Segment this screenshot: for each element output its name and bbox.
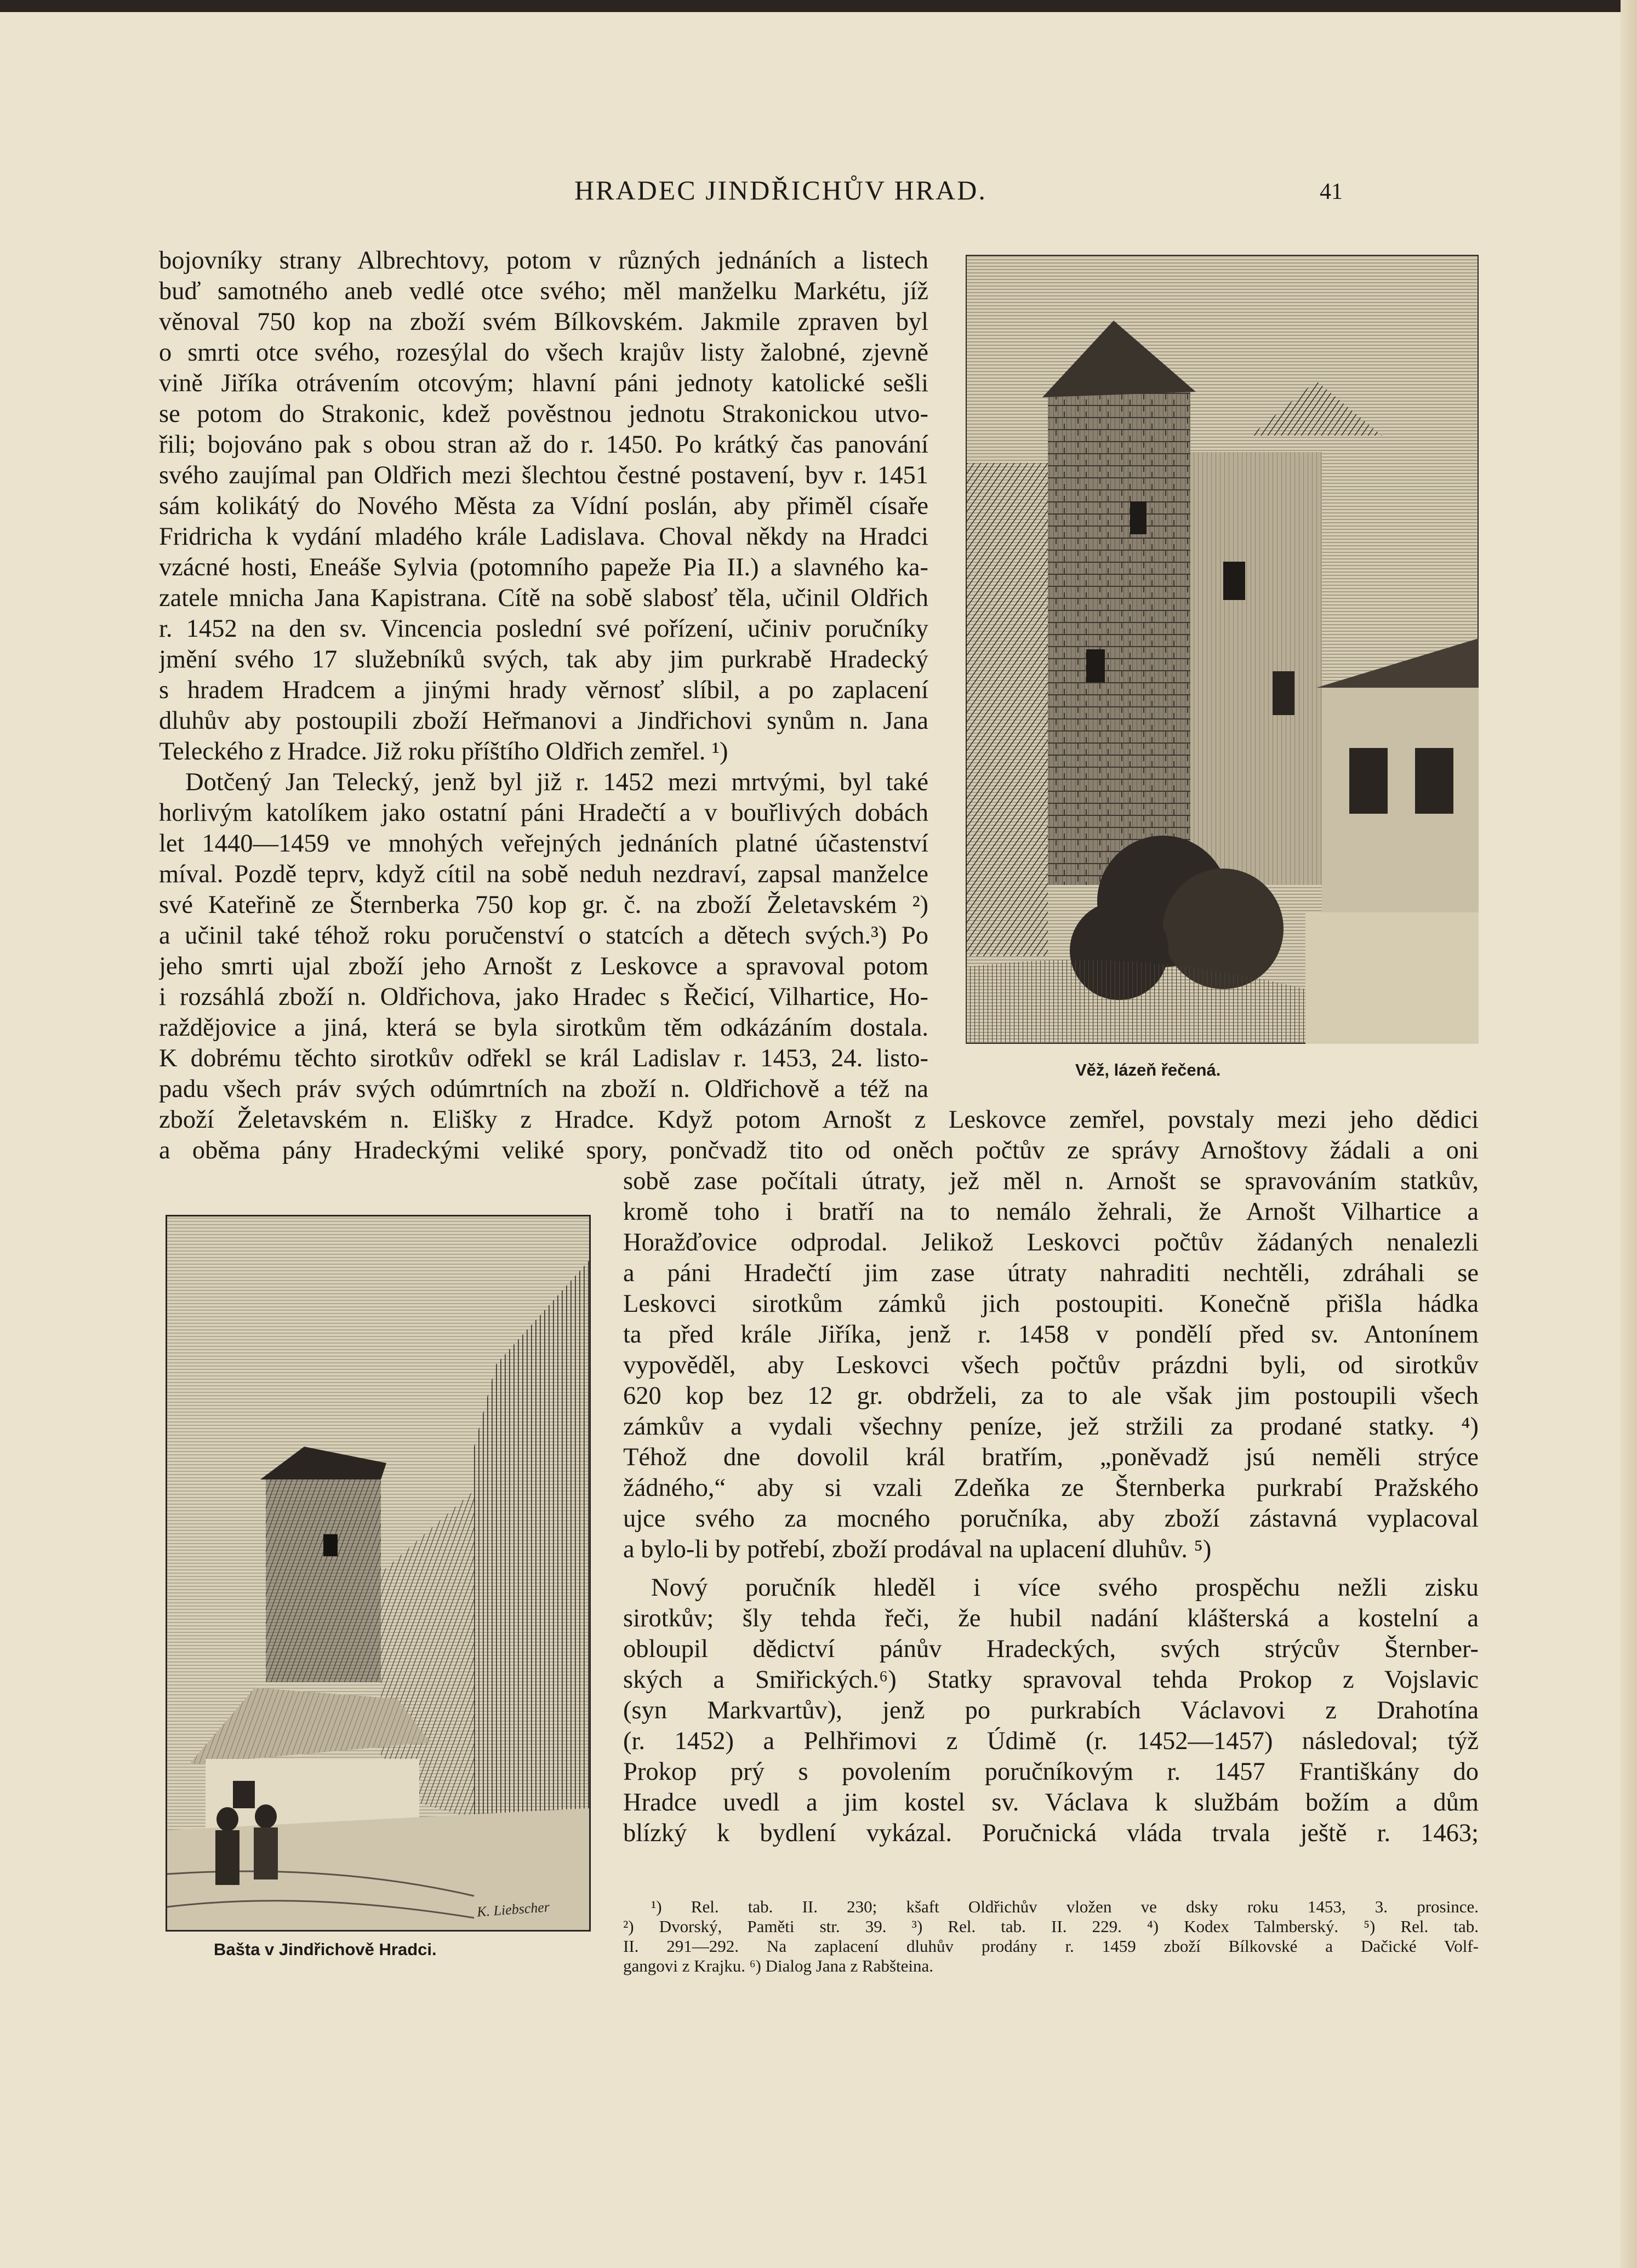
text-line: se potom do Strakonic, kdež pověstnou jednotu Strakonickou utvo- bbox=[159, 400, 928, 428]
text-line: Fridricha k vydání mladého krále Ladislava. Choval někdy na Hradci bbox=[159, 523, 928, 551]
scan-top-edge bbox=[0, 0, 1637, 12]
text-line: Horažďovice odprodal. Jelikož Leskovci počtův žádaných nenalezli bbox=[623, 1229, 1479, 1256]
caption-bastion: Bašta v Jindřichově Hradci. bbox=[214, 1940, 437, 1959]
text-line: svého zaujímal pan Oldřich mezi šlechtou čestné postavení, byv r. 1451 bbox=[159, 461, 928, 489]
text-line: míval. Pozdě teprv, když cítil na sobě neduh nezdraví, zapsal manželce bbox=[159, 860, 928, 888]
text-line: a páni Hradečtí jim zase útraty nahraditi nechtěli, zdráhali se bbox=[623, 1259, 1479, 1287]
engraver-signature: K. Liebscher bbox=[476, 1899, 550, 1920]
text-line: Teleckého z Hradce. Již roku příštího Oldřich zemřel. ¹) bbox=[159, 738, 728, 765]
text-line: dluhův aby postoupili zboží Heřmanovi a Jindřichovi synům n. Jana bbox=[159, 707, 928, 735]
text-line: a učinil také téhož roku poručenství o statcích a dětech svých.³) Po bbox=[159, 922, 928, 950]
text-line: ských a Smiřických.⁶) Statky spravoval tehda Prokop z Vojslavic bbox=[623, 1666, 1479, 1694]
text-line: Leskovci sirotkům zámků jich postoupiti. Konečně přišla hádka bbox=[623, 1290, 1479, 1318]
running-title: HRADEC JINDŘICHŮV HRAD. bbox=[574, 175, 987, 205]
text-line: Prokop prý s povolením poručníkovým r. 1457 Františkány do bbox=[623, 1758, 1479, 1786]
text-line: r. 1452 na den sv. Vincencia poslední své pořízení, učiniv poručníky bbox=[159, 615, 928, 643]
text-line: ujce svého za mocného poručníka, aby zboží zástavná vyplacoval bbox=[623, 1505, 1479, 1533]
text-line: své Kateřině ze Šternberka 750 kop gr. č. na zboží Želetavském ²) bbox=[159, 891, 928, 919]
text-line: raždějovice a jiná, která se byla sirotkům těm odkázáním dostala. bbox=[159, 1014, 928, 1042]
text-line: vypověděl, aby Leskovci všech počtův prázdni byli, od sirotkův bbox=[623, 1351, 1479, 1379]
text-line: Hradce uvedl a jim kostel sv. Václava k službám božím a dům bbox=[623, 1789, 1479, 1816]
text-line: i rozsáhlá zboží n. Oldřichova, jako Hradec s Řečicí, Vilhartice, Ho- bbox=[159, 983, 928, 1011]
text-line: zatele mnicha Jana Kapistrana. Cítě na sobě slabosť těla, učinil Oldřich bbox=[159, 584, 928, 612]
text-line bbox=[623, 1849, 1479, 1879]
illustration-tower bbox=[966, 255, 1479, 1044]
text-line: jeho smrti ujal zboží jeho Arnošt z Leskovce a spravoval potom bbox=[159, 952, 928, 980]
text-line: buď samotného aneb vedlé otce svého; měl manželku Markétu, jíž bbox=[159, 277, 928, 305]
text-line: jmění svého 17 služebníků svých, tak aby jim purkrabě Hradecký bbox=[159, 645, 928, 673]
text-line: zámkův a vydali všechny peníze, jež stržili za prodané statky. ⁴) bbox=[623, 1413, 1479, 1441]
tower-engraving bbox=[966, 255, 1479, 1044]
text-line: blízký k bydlení vykázal. Poručnická vláda trvala ještě r. 1463; bbox=[623, 1819, 1479, 1847]
text-line: let 1440—1459 ve mnohých veřejných jednáních platné účastenství bbox=[159, 830, 928, 858]
caption-tower: Věž, lázeň řečená. bbox=[1075, 1060, 1221, 1079]
footnote-line: II. 291—292. Na zaplacení dluhův prodány r. 1459 zboží Bílkovské a Dačické Volf- bbox=[623, 1936, 1479, 1956]
text-line: Téhož dne dovolil král bratřím, „poněvadž jsú neměli strýce bbox=[623, 1443, 1479, 1471]
text-line: a bylo-li by potřebí, zboží prodával na uplacení dluhův. ⁵) bbox=[623, 1535, 1212, 1563]
illustration-bastion bbox=[166, 1215, 591, 1932]
text-line: vině Jiříka otrávením otcovým; hlavní páni jednoty katolické sešli bbox=[159, 369, 928, 397]
text-line: Dotčený Jan Telecký, jenž byl již r. 1452 mezi mrtvými, byl také bbox=[185, 768, 928, 796]
text-line: řili; bojováno pak s obou stran až do r. 1450. Po krátký čas panování bbox=[159, 431, 928, 459]
text-line: sirotkův; šly tehda řeči, že hubil nadání klášterská a kostelní a bbox=[623, 1604, 1479, 1632]
text-line: kromě toho i bratří na to nemálo žehrali, že Arnošt Vilhartice a bbox=[623, 1198, 1479, 1226]
text-line: žádného,“ aby si vzali Zdeňka ze Šternberka purkrabí Pražského bbox=[623, 1474, 1479, 1502]
page-right-edge bbox=[1621, 0, 1637, 2268]
text-line: horlivým katolíkem jako ostatní páni Hradečtí a v bouřlivých dobách bbox=[159, 799, 928, 827]
text-line: (r. 1452) a Pelhřimovi z Údimě (r. 1452—1457) následoval; týž bbox=[623, 1727, 1479, 1755]
text-line: padu všech práv svých odúmrtních na zboží n. Oldřichově a též na bbox=[159, 1075, 928, 1103]
footnote-line: gangovi z Krajku. ⁶) Dialog Jana z Rabšteina. bbox=[623, 1956, 934, 1975]
text-line: K dobrému těchto sirotkův odřekl se král Ladislav r. 1453, 24. listo- bbox=[159, 1044, 928, 1072]
footnote-line: ¹) Rel. tab. II. 230; kšaft Oldřichův vložen ve dsky roku 1453, 3. prosince. bbox=[651, 1897, 1479, 1916]
text-line: o smrti otce svého, rozesýlal do všech krajův listy žalobné, zjevně bbox=[159, 339, 928, 367]
text-line: bojovníky strany Albrechtovy, potom v různých jednáních a listech bbox=[159, 247, 928, 275]
text-line: sám kolikátý do Nového Města za Vídní poslán, aby přiměl císaře bbox=[159, 492, 928, 520]
text-line: (syn Markvartův), jenž po purkrabích Václavovi z Drahotína bbox=[623, 1696, 1479, 1724]
bastion-engraving bbox=[167, 1216, 589, 1930]
text-line: sobě zase počítali útraty, jež měl n. Arnošt se spravováním statkův, bbox=[623, 1167, 1479, 1195]
text-line: obloupil dědictví pánův Hradeckých, svých strýcův Šternber- bbox=[623, 1635, 1479, 1663]
text-line: a oběma pány Hradeckými veliké spory, pončvadž tito od oněch počtův ze správy Arnoštovy žádali a oni bbox=[159, 1136, 1479, 1164]
text-line: zboží Želetavském n. Elišky z Hradce. Když potom Arnošt z Leskovce zemřel, povstaly mezi jeho dědici bbox=[159, 1106, 1479, 1134]
text-line: věnoval 750 kop na zboží svém Bílkovském. Jakmile zpraven byl bbox=[159, 308, 928, 336]
text-line: ta před krále Jiříka, jenž r. 1458 v pondělí před sv. Antonínem bbox=[623, 1321, 1479, 1349]
footnote-line: ²) Dvorský, Paměti str. 39. ³) Rel. tab. II. 229. ⁴) Kodex Talmberský. ⁵) Rel. tab. bbox=[623, 1917, 1479, 1936]
text-line: vzácné hosti, Eneáše Sylvia (potomního papeže Pia II.) a slavného ka- bbox=[159, 553, 928, 581]
text-line: 620 kop bez 12 gr. obdrželi, za to ale však jim postoupili všech bbox=[623, 1382, 1479, 1410]
running-header bbox=[0, 174, 1637, 213]
page-number: 41 bbox=[1320, 179, 1343, 204]
text-line: s hradem Hradcem a jinými hrady věrnosť slíbil, a po zaplacení bbox=[159, 676, 928, 704]
text-line: Nový poručník hleděl i více svého prospěchu nežli zisku bbox=[651, 1574, 1479, 1602]
